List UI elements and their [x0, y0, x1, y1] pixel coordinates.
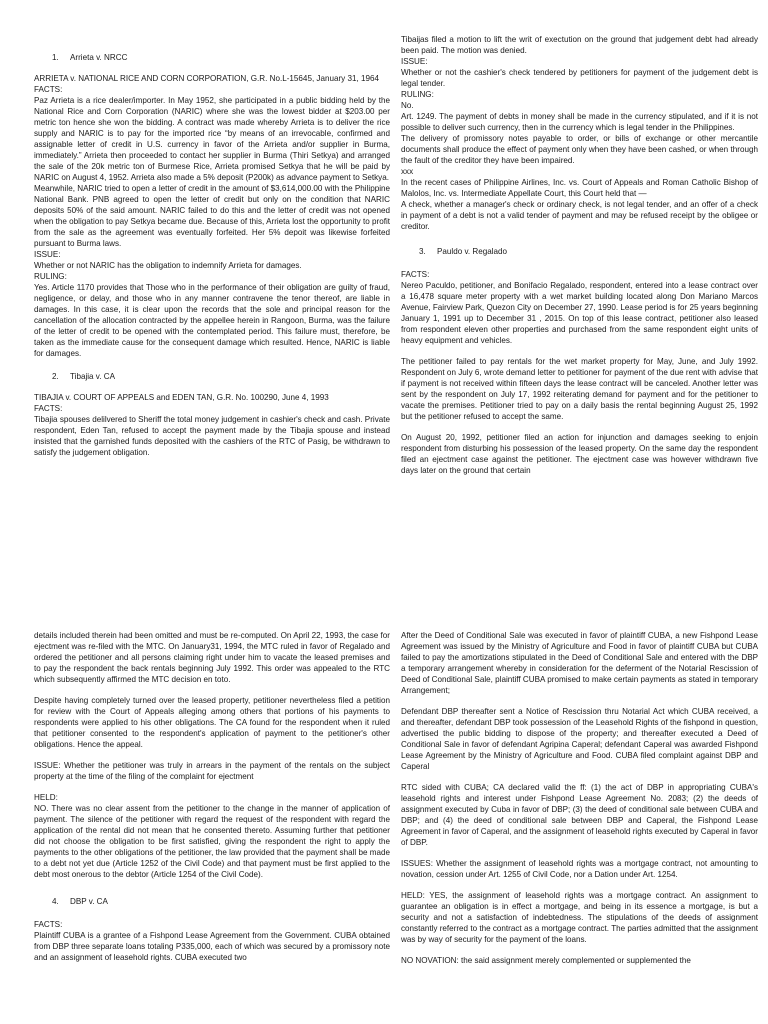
facts-label: FACTS: [401, 270, 430, 279]
facts-label: FACTS: [34, 920, 63, 929]
page-break [0, 566, 768, 626]
paragraph: In the recent cases of Philippine Airlines, Inc. vs. Court of Appeals and Roman Catholic Bishop of Malolos, Inc. vs. Intermediate Appellate Court, this Court held that — [401, 178, 758, 198]
page1-left-column [34, 44, 390, 458]
case-title: Tibajia v. CA [70, 372, 115, 381]
paragraph: HELD: YES, the assignment of leasehold rights was a mortgage contract. An assignment to guarantee an obligation is in effect a mortgage, and being in its essence a mortgage, is but a security and not a satisfaction of indebtedness. The stipulations of the deeds of assignment constantly referred to the contract as a mortgage contract. The parties admitted that the assignment was by way of security for the payment of the loans. [401, 891, 758, 944]
paragraph: xxx [401, 167, 414, 176]
facts-label: FACTS: [34, 85, 63, 94]
document-page-2 [0, 626, 768, 1024]
paragraph: The petitioner failed to pay rentals for the wet market property for May, June, and July 1992. Respondent on July 6, wrote demand letter to petitioner for payment of the due rent with advise that if payment is not received within fifteen days the lease contract will be canceled. Another letter was sent by the respondent on July 17, 1992 reiterating demand for payment and for the petitioner to vacate the premises. Petitioner tried to pay on a daily basis the rental beginning August 25, 1992 but the petitioner refused to accept the same. [401, 357, 758, 421]
page1-right-column [401, 34, 758, 476]
case-title: Pauldo v. Regalado [437, 247, 508, 256]
paragraph: On August 20, 1992, petitioner filed an action for injunction and damages seeking to enjoin respondent from disturbing his possession of the leased property. On the same day the respondent filed an ejectment case against the petitioner. The ejectment case was however withdrawn five days later on the ground that certain [401, 433, 758, 475]
held-label: HELD: [34, 793, 58, 802]
case-citation: ARRIETA v. NATIONAL RICE AND CORN CORPORATION, G.R. No.L-15645, January 31, 1964 [34, 74, 379, 83]
page2-left-column [34, 630, 390, 963]
case-citation: TIBAJIA v. COURT OF APPEALS and EDEN TAN, G.R. No. 100290, June 4, 1993 [34, 393, 329, 402]
case-heading-4 [52, 896, 390, 907]
paragraph: Tibajia spouses delilvered to Sheriff the total money judgement in cashier's check and cash. Private respondent, Eden Tan, refused to accept the payment made by the Tibajia spouse and instead insisted that the garnished funds deposited with the cashiers of the RTC of Pasig, be withdrawn to satisfy the judgement obligation. [34, 415, 390, 457]
paragraph: After the Deed of Conditional Sale was executed in favor of plaintiff CUBA, a new Fishpond Lease Agreement was issued by the Ministry of Agriculture and Food in favor of plaintiff CUBA but CUBA failed to pay the amortizations stipulated in the Deed of Conditional Sale and entered with the DBP a temporary arrangement whereby in consideration for the deferment of the Notarial Rescission of Deed of Conditional Sale, plaintiff CUBA promised to make certain payments as stated in temporary Arrangement; [401, 631, 758, 695]
paragraph: ISSUE: Whether the petitioner was truly in arrears in the payment of the rentals on the subject property at the time of the filing of the complaint for ejectment [34, 761, 390, 781]
paragraph: Paz Arrieta is a rice dealer/importer. In May 1952, she participated in a public bidding held by the National Rice and Corn Corporation (NARIC) where she was the lowest bidder at $203.00 per metric ton hence she won the bidding. A contract was made whereby Arrieta is to deliver the rice supply and NARIC is to pay for the imported rice “by means of an irrevocable, confirmed and assignable letter of credit in U.S. currency in favor of the Arrieta and/or supplier in Burma, immediately.” Arrieta then proceeded to contact her supplier in Burma (Thiri Setkya) and arranged the sale of the 20k metric ton of Burmese Rice, Arrieta promised Setkya that he will be paid by NARIC on August 4, 1952. Arrieta also made a 5% deposit (P200k) as advance payment to Setkya. [34, 96, 390, 182]
facts-label: FACTS: [34, 404, 63, 413]
issue-label: ISSUE: [34, 250, 61, 259]
case-heading-2 [52, 371, 390, 382]
paragraph: Despite having completely turned over the leased property, petitioner nevertheless filed a petition for review with the Court of Appeals alleging among others that portions of his payments to respondents were applied to his other obligations. The CA found for the respondent when it ruled that petitioner consented to the respondent's application of payment to the petitioner's other obligations. Hence the appeal. [34, 696, 390, 749]
page2-right-column [401, 630, 758, 966]
case-number: 1. [52, 53, 59, 62]
case-title: DBP v. CA [70, 897, 108, 906]
paragraph: details included therein had been omitted and must be re-computed. On April 22, 1993, the case for ejectment was re-filed with the MTC. On January31, 1994, the MTC ruled in favor of Regalado and ordered the petitioner and all persons claiming right under him to vacate the leased premises and to pay the respondent the back rentals beginning July 1992. This order was appealed to the RTC which subsequently affirmed the MTC decision en toto. [34, 631, 390, 684]
case-number: 3. [419, 247, 426, 256]
paragraph: NO NOVATION: the said assignment merely complemented or supplemented the [401, 956, 691, 965]
paragraph: The delivery of promissory notes payable to order, or bills of exchange or other mercantile documents shall produce the effect of payment only when they have been cashed, or when through the fault of the creditor they have been impaired. [401, 134, 758, 165]
paragraph: RTC sided with CUBA; CA declared valid the ff: (1) the act of DBP in appropriating CUBA's leasehold rights and interest under Fishpond Lease Agreement No. 2083; (2) the deeds of assignment executed by Cuba in favor of DBP; (3) the deed of conditional sale between CUBA and DBP; and (4) the deed of conditional sale between DBP and Caperal, the Fishpond Lease Agreement in favor of Caperal, and the assignment of leasehold rights executed by Caperal in favor of DBP. [401, 783, 758, 847]
issue-label: ISSUE: [401, 57, 428, 66]
paragraph: Meanwhile, NARIC tried to open a letter of credit in the amount of $3,614,000.00 with the Philippine National Bank. PNB agreed to open the letter of credit but only on the condition that NARIC deposits 50% of the said amount. NARIC failed to do this and the letter of credit was not opened when the obligation to pay Setkya became due. Because of this, Arrieta lost the opportunity to profit from the sale as the agreement was eventually forfeited. Her 5% depoit was likewise forfeited pursuant to Burma laws. [34, 184, 390, 248]
paragraph: Yes. Article 1170 provides that Those who in the performance of their obligation are guilty of fraud, negligence, or delay, and those who in any manner contravene the tenor thereof, are liable in damages. In this case, it is clear upon the records that the sole and principal reason for the cancellation of the allocation contracted by the appellee herein in Rangoon, Burma, was the failure of the letter of credit to be opened with the contemplated period. This failure must, therefore, be taken as the immediate cause for the consequent damage which resulted. Hence, NARIC is liable for damages. [34, 283, 390, 358]
case-heading-1 [52, 52, 390, 63]
paragraph: Defendant DBP thereafter sent a Notice of Rescission thru Notarial Act which CUBA received, a and thereafter, defendant DBP took possession of the Leasehold Rights of the fishpond in question, advertised the public bidding to dispose of the property; and thereafter executed a Deed of Conditional Sale in favor of defendant Agripina Caperal; defendant Caperal was awarded Fishpond Lease Agreement by the Ministry of Agriculture and Food. CUBA filed complaint against DBP and Caperal [401, 707, 758, 771]
paragraph: Art. 1249. The payment of debts in money shall be made in the currency stipulated, and if it is not possible to deliver such currency, then in the currency which is legal tender in the Philippines. [401, 112, 758, 132]
case-number: 2. [52, 372, 59, 381]
ruling-label: RULING: [401, 90, 434, 99]
paragraph: Whether or not the cashier's check tendered by petitioners for payment of the judgement debt is legal tender. [401, 68, 758, 88]
paragraph: Plaintiff CUBA is a grantee of a Fishpond Lease Agreement from the Government. CUBA obtained from DBP three separate loans totaling P335,000, each of which was secured by a promissory note and an assignment of leasehold rights. CUBA executed two [34, 931, 390, 962]
paragraph: NO. There was no clear assent from the petitioner to the change in the manner of application of payment. The silence of the petitioner with regard the request of the respondent with regard the application of the rental did not mean that he consented thereto. Assuming further that petitioner did not choose the obligation to be first satisfied, giving the respondent the right to apply the payments to the other obligations of the petitioner, the law provided that the payment shall be made to a debt not yet due (Article 1252 of the Civil Code) and that payment must be first applied to the debt most onerous to the debtor (Article 1254 of the Civil Code). [34, 804, 390, 879]
case-title: Arrieta v. NRCC [70, 53, 128, 62]
paragraph: Nereo Paculdo, petitioner, and Bonifacio Regalado, respondent, entered into a lease contract over a 16,478 square meter property with a wet market building located along Don Mariano Marcos Avenue, Fairview Park, Quezon City on December 27, 1990. Lease period is for 25 years beginning January 1, 1991 up to December 31 , 2015. On top of this lease contract, petitioner also leased from respondent eleven other properties and purchased from the same respondent eight units of heavy equipment and vehicles. [401, 281, 758, 345]
paragraph: ISSUES: Whether the assignment of leasehold rights was a mortgage contract, not amounting to novation, cession under Art. 1255 of Civil Code, nor a Dation under Art. 1254. [401, 859, 758, 879]
ruling-label: RULING: [34, 272, 67, 281]
case-heading-3 [419, 246, 758, 257]
paragraph: Whether or not NARIC has the obligation to indemnify Arrieta for damages. [34, 261, 302, 270]
paragraph: A check, whether a manager's check or ordinary check, is not legal tender, and an offer of a check in payment of a debt is not a valid tender of payment and may be refused receipt by the obligee or creditor. [401, 200, 758, 231]
paragraph: No. [401, 101, 414, 110]
paragraph: Tibaijas filed a motion to lift the writ of exectution on the ground that judgement debt had already been paid. The motion was denied. [401, 35, 758, 55]
case-number: 4. [52, 897, 59, 906]
